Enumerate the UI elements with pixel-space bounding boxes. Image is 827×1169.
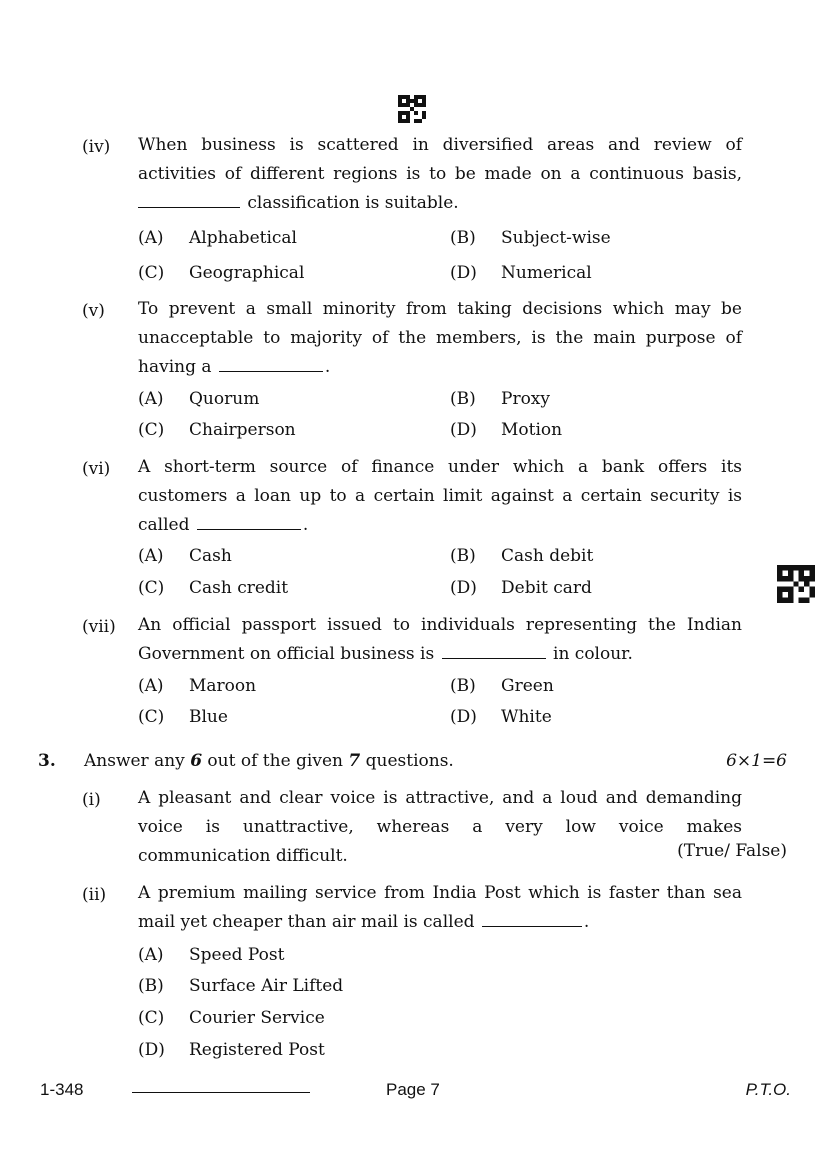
- option-a: [138, 676, 256, 696]
- question-stem: [138, 453, 742, 540]
- option-a: [138, 389, 259, 409]
- option-text: Maroon: [189, 676, 257, 696]
- stem-line: [138, 511, 742, 540]
- paper-code: 1-348: [40, 1080, 84, 1099]
- option-text: Speed Post: [189, 945, 285, 965]
- answer-blank: [197, 515, 301, 530]
- option-letter: (D): [450, 263, 477, 283]
- option-letter: (D): [138, 1040, 165, 1060]
- stem-line: [138, 640, 742, 669]
- answer-blank: [482, 912, 582, 927]
- stem-text: mail yet cheaper than air mail is called: [138, 912, 480, 932]
- qr-code-icon: [777, 565, 815, 603]
- footer-divider: [132, 1092, 310, 1093]
- qr-code-icon: [398, 95, 426, 123]
- option-d: [138, 1040, 325, 1060]
- option-c: [138, 707, 228, 727]
- stem-line: activities of different regions is to be made on a continuous basis,: [138, 164, 742, 184]
- question-stem: [138, 131, 742, 218]
- option-text: Chairperson: [189, 420, 296, 440]
- section-number: 3.: [38, 751, 56, 771]
- option-text: White: [501, 707, 552, 727]
- instruction-text: out of the given: [202, 751, 349, 771]
- option-text: Cash: [189, 546, 232, 566]
- option-b: [450, 389, 550, 409]
- option-b: [450, 546, 593, 566]
- option-d: [450, 578, 592, 598]
- question-number: (i): [82, 790, 101, 810]
- stem-line: communication difficult.: [138, 846, 348, 866]
- option-c: [138, 263, 304, 283]
- question-stem: [138, 611, 742, 669]
- stem-text: called: [138, 515, 195, 535]
- stem-text: classification is suitable.: [242, 193, 459, 213]
- option-d: [450, 707, 552, 727]
- stem-text: having a: [138, 357, 217, 377]
- option-c: [138, 1008, 325, 1028]
- stem-text: in colour.: [547, 644, 633, 664]
- section-instruction: [84, 751, 454, 771]
- question-stem: [138, 295, 742, 382]
- stem-line: To prevent a small minority from taking decisions which may be: [138, 299, 742, 319]
- option-c: [138, 578, 288, 598]
- question-number: (vii): [82, 617, 116, 637]
- answer-blank: [219, 357, 323, 372]
- option-letter: (A): [138, 945, 164, 965]
- option-text: Quorum: [189, 389, 260, 409]
- option-letter: (D): [450, 420, 477, 440]
- stem-text: .: [302, 515, 309, 535]
- option-text: Registered Post: [189, 1040, 325, 1060]
- option-letter: (A): [138, 389, 164, 409]
- option-a: [138, 228, 297, 248]
- option-d: [450, 263, 592, 283]
- stem-line: A premium mailing service from India Post which is faster than sea: [138, 883, 742, 903]
- option-letter: (B): [138, 976, 164, 996]
- stem-line: unacceptable to majority of the members, is the main purpose of: [138, 328, 742, 348]
- answer-blank: [442, 644, 546, 659]
- option-c: [138, 420, 296, 440]
- option-text: Motion: [501, 420, 563, 440]
- instruction-text: Answer any: [84, 751, 191, 771]
- option-b: [138, 976, 343, 996]
- question-number: (ii): [82, 885, 107, 905]
- stem-text: Government on official business is: [138, 644, 440, 664]
- question-number: (iv): [82, 137, 111, 157]
- option-text: Blue: [189, 707, 228, 727]
- option-b: [450, 676, 554, 696]
- option-letter: (A): [138, 676, 164, 696]
- option-letter: (A): [138, 228, 164, 248]
- option-letter: (C): [138, 707, 165, 727]
- option-letter: (A): [138, 546, 164, 566]
- instruction-count: 7: [348, 751, 361, 771]
- option-text: Cash credit: [189, 578, 289, 598]
- option-letter: (B): [450, 228, 476, 248]
- option-a: [138, 546, 232, 566]
- option-letter: (C): [138, 263, 165, 283]
- option-text: Courier Service: [189, 1008, 325, 1028]
- option-letter: (B): [450, 389, 476, 409]
- option-letter: (C): [138, 420, 165, 440]
- question-stem: [138, 879, 742, 937]
- option-text: Subject-wise: [501, 228, 611, 248]
- option-text: Green: [501, 676, 554, 696]
- option-letter: (D): [450, 578, 477, 598]
- option-text: Proxy: [501, 389, 550, 409]
- instruction-count: 6: [190, 751, 203, 771]
- option-letter: (C): [138, 578, 165, 598]
- option-letter: (B): [450, 676, 476, 696]
- option-text: Debit card: [501, 578, 592, 598]
- option-text: Surface Air Lifted: [189, 976, 344, 996]
- option-text: Alphabetical: [189, 228, 297, 248]
- option-letter: (C): [138, 1008, 165, 1028]
- stem-line: [138, 353, 742, 382]
- option-text: Cash debit: [501, 546, 594, 566]
- instruction-text: questions.: [360, 751, 454, 771]
- stem-text: .: [324, 357, 331, 377]
- answer-blank: [138, 193, 240, 208]
- question-stem: [138, 784, 742, 871]
- stem-line: A short-term source of finance under which a bank offers its: [138, 457, 742, 477]
- option-letter: (D): [450, 707, 477, 727]
- question-number: (vi): [82, 459, 111, 479]
- marks-label: 6×1=6: [726, 751, 787, 771]
- question-number: (v): [82, 301, 105, 321]
- stem-line: voice is unattractive, whereas a very low voice makes: [138, 817, 742, 837]
- option-a: [138, 945, 284, 965]
- option-text: Numerical: [501, 263, 592, 283]
- option-letter: (B): [450, 546, 476, 566]
- stem-line: When business is scattered in diversified areas and review of: [138, 135, 742, 155]
- true-false-label: (True/ False): [677, 841, 787, 861]
- page-number: Page 7: [386, 1080, 440, 1099]
- option-text: Geographical: [189, 263, 305, 283]
- stem-text: .: [583, 912, 590, 932]
- stem-line: [138, 908, 742, 937]
- stem-line: customers a loan up to a certain limit against a certain security is: [138, 486, 742, 506]
- stem-line: [138, 189, 742, 218]
- please-turn-over: P.T.O.: [745, 1080, 791, 1099]
- option-b: [450, 228, 611, 248]
- stem-line: An official passport issued to individuals representing the Indian: [138, 615, 742, 635]
- stem-line: A pleasant and clear voice is attractive, and a loud and demanding: [138, 788, 742, 808]
- option-d: [450, 420, 562, 440]
